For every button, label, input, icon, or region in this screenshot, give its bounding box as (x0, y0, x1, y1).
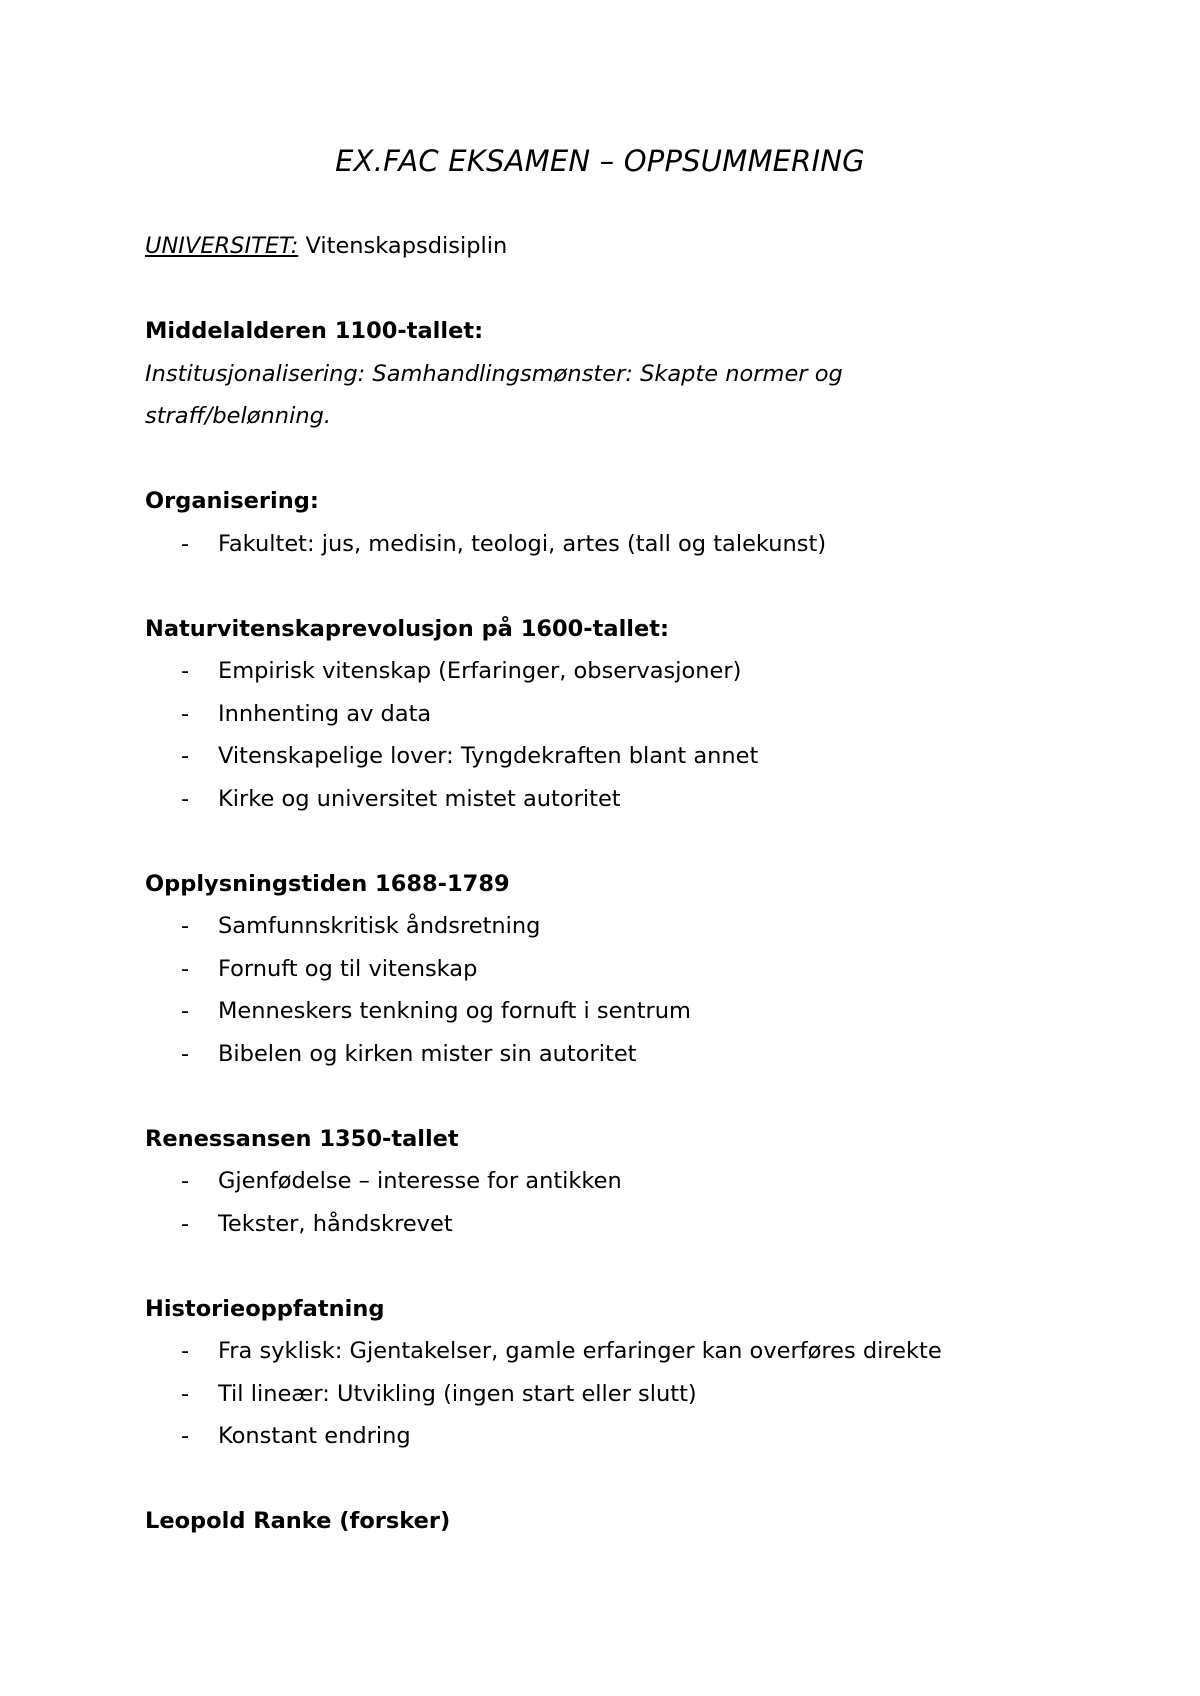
section-heading: Historieoppfatning (145, 1295, 385, 1322)
list-item (145, 523, 1065, 566)
list-item (145, 1415, 1065, 1458)
list-item (145, 778, 1065, 821)
dash-bullet: - (181, 913, 190, 939)
section-renessansen (145, 1118, 1065, 1246)
list-item-text: Fakultet: jus, medisin, teologi, artes (tall og talekunst) (218, 530, 827, 557)
document-page (145, 140, 1065, 1543)
list-item-text: Fornuft og til vitenskap (218, 955, 478, 982)
list-item (145, 693, 1065, 736)
dash-bullet: - (181, 998, 190, 1024)
section-heading: Renessansen 1350-tallet (145, 1125, 459, 1152)
dash-bullet: - (181, 785, 190, 812)
dash-bullet: - (181, 1423, 190, 1449)
list-item-text: Tekster, håndskrevet (218, 1210, 453, 1237)
spacer (145, 268, 1065, 311)
dash-bullet: - (181, 1210, 190, 1237)
list-item-text: Vitenskapelige lover: Tyngdekraften blant annet (218, 743, 759, 769)
section-paragraph: Institusjonalisering: Samhandlingsmønster: Skapte normer og (145, 360, 843, 387)
section-historieoppfatning (145, 1288, 1065, 1458)
list-item (145, 1373, 1065, 1416)
section-heading: Organisering: (145, 488, 319, 514)
list-item-text: Fra syklisk: Gjentakelser, gamle erfaringer kan overføres direkte (218, 1338, 942, 1364)
section-organisering (145, 480, 1065, 565)
list-item-text: Til lineær: Utvikling (ingen start eller slutt) (218, 1380, 697, 1407)
dash-bullet: - (181, 955, 190, 982)
bullet-list (145, 1330, 1065, 1458)
bullet-list (145, 905, 1065, 1075)
list-item-text: Menneskers tenkning og fornuft i sentrum (218, 998, 691, 1024)
spacer (145, 1075, 1065, 1118)
list-item-text: Samfunnskritisk åndsretning (218, 913, 541, 939)
section-opplysningstiden (145, 863, 1065, 1076)
bullet-list (145, 650, 1065, 820)
dash-bullet: - (181, 1168, 190, 1194)
list-item (145, 1033, 1065, 1076)
section-heading: Middelalderen 1100-tallet: (145, 318, 484, 344)
section-leopold-ranke (145, 1500, 1065, 1543)
bullet-list (145, 523, 1065, 566)
document-title: EX.FAC EKSAMEN – OPPSUMMERING (335, 144, 865, 178)
list-item-text: Empirisk vitenskap (Erfaringer, observasjoner) (218, 658, 742, 684)
spacer (145, 1458, 1065, 1501)
section-naturvitenskaprevolusjon (145, 608, 1065, 821)
dash-bullet: - (181, 700, 190, 727)
list-item (145, 905, 1065, 948)
section-heading: Leopold Ranke (forsker) (145, 1508, 451, 1534)
intro-label: UNIVERSITET: (145, 233, 299, 259)
dash-bullet: - (181, 743, 190, 769)
spacer (145, 438, 1065, 481)
spacer (145, 1245, 1065, 1288)
spacer (145, 565, 1065, 608)
list-item-text: Gjenfødelse – interesse for antikken (218, 1168, 622, 1194)
list-item (145, 1160, 1065, 1203)
list-item (145, 948, 1065, 991)
section-paragraph-continued: straff/belønning. (145, 403, 332, 429)
list-item (145, 735, 1065, 778)
dash-bullet: - (181, 1338, 190, 1364)
list-item (145, 1330, 1065, 1373)
bullet-list (145, 1160, 1065, 1245)
section-heading: Opplysningstiden 1688-1789 (145, 870, 510, 897)
list-item (145, 990, 1065, 1033)
intro-text: Vitenskapsdisiplin (298, 233, 508, 259)
list-item-text: Kirke og universitet mistet autoritet (218, 785, 621, 812)
section-middelalderen (145, 310, 1065, 438)
dash-bullet: - (181, 1040, 190, 1067)
list-item (145, 1203, 1065, 1246)
section-heading: Naturvitenskaprevolusjon på 1600-tallet: (145, 615, 670, 642)
list-item (145, 650, 1065, 693)
spacer (145, 820, 1065, 863)
list-item-text: Bibelen og kirken mister sin autoritet (218, 1040, 637, 1067)
list-item-text: Innhenting av data (218, 700, 432, 727)
dash-bullet: - (181, 530, 190, 557)
list-item-text: Konstant endring (218, 1423, 411, 1449)
intro-line (145, 225, 1065, 268)
dash-bullet: - (181, 658, 190, 684)
dash-bullet: - (181, 1380, 190, 1407)
